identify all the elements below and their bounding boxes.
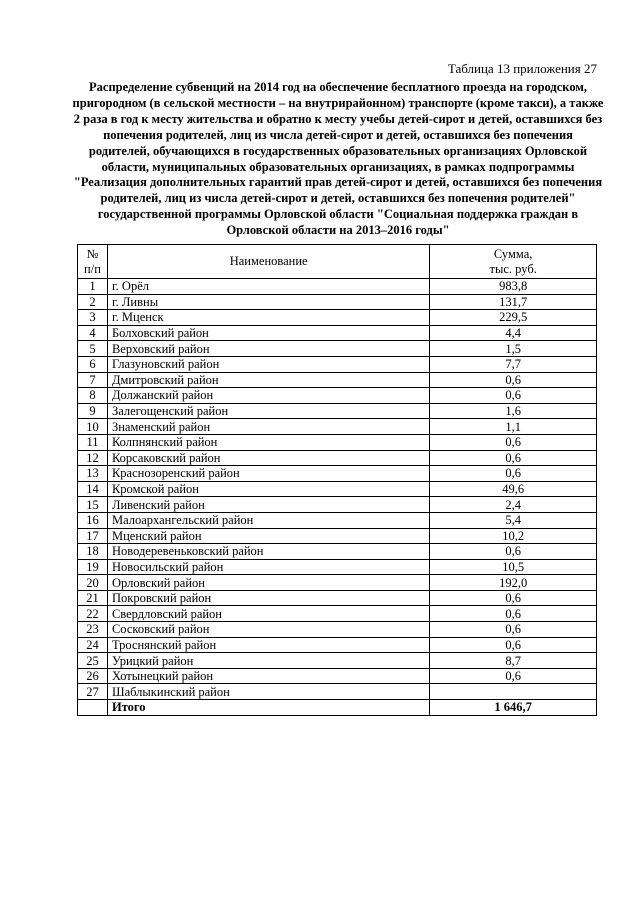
table-row — [78, 544, 597, 560]
header-sum-line1: Сумма, — [493, 246, 533, 261]
table-row — [78, 356, 597, 372]
row-sum: 0,6 — [430, 590, 597, 606]
table-row — [78, 668, 597, 684]
table-row — [78, 559, 597, 575]
row-number: 24 — [78, 637, 108, 653]
total-number-cell — [78, 700, 108, 716]
row-sum: 1,5 — [430, 341, 597, 357]
header-sum — [430, 245, 597, 279]
table-row — [78, 388, 597, 404]
table-row — [78, 419, 597, 435]
row-sum: 0,6 — [430, 668, 597, 684]
row-number: 26 — [78, 668, 108, 684]
row-name: г. Мценск — [107, 310, 429, 326]
table-row — [78, 481, 597, 497]
row-name: Должанский район — [107, 388, 429, 404]
row-name: Новосильский район — [107, 559, 429, 575]
row-sum: 5,4 — [430, 512, 597, 528]
table-row — [78, 403, 597, 419]
table-row — [78, 684, 597, 700]
row-number: 13 — [78, 466, 108, 482]
row-name: Свердловский район — [107, 606, 429, 622]
row-sum: 8,7 — [430, 653, 597, 669]
row-name: Дмитровский район — [107, 372, 429, 388]
row-number: 20 — [78, 575, 108, 591]
row-name: Сосковский район — [107, 622, 429, 638]
document-title: Распределение субвенций на 2014 год на обеспечение бесплатного проезда на городском, пригородном (в сельской местности – на внутрирайонном) транспорте (кроме такси), а также 2 раза в год к месту жительства и обратно к месту учебы детей-сирот и детей, оставшихся без попечения родителей, лиц из числа детей-сирот и детей, оставшихся без попечения родителей, обучающихся в государственных образовательных организациях Орловской области, муниципальных образовательных организациях, в рамках подпрограммы "Реализация дополнительных гарантий прав детей-сирот и детей, оставшихся без попечения родителей, лиц из числа детей-сирот и детей, оставшихся без попечения родителей" государственной программы Орловской области "Социальная поддержка граждан в Орловской области на 2013–2016 годы" — [72, 80, 604, 238]
row-name: Ливенский район — [107, 497, 429, 513]
row-number: 16 — [78, 512, 108, 528]
row-number: 11 — [78, 434, 108, 450]
row-sum: 1,6 — [430, 403, 597, 419]
row-sum: 0,6 — [430, 450, 597, 466]
table-row — [78, 512, 597, 528]
total-label: Итого — [107, 700, 429, 716]
row-sum: 2,4 — [430, 497, 597, 513]
row-sum: 1,1 — [430, 419, 597, 435]
row-name: г. Ливны — [107, 294, 429, 310]
row-sum: 0,6 — [430, 544, 597, 560]
header-number — [78, 245, 108, 279]
table-row — [78, 434, 597, 450]
row-number: 22 — [78, 606, 108, 622]
table-row — [78, 590, 597, 606]
table-header-row — [78, 245, 597, 279]
row-sum: 10,5 — [430, 559, 597, 575]
header-number-line2: п/п — [84, 261, 101, 276]
row-number: 15 — [78, 497, 108, 513]
row-sum: 4,4 — [430, 325, 597, 341]
row-name: Краснозоренский район — [107, 466, 429, 482]
total-row — [78, 700, 597, 716]
table-row — [78, 606, 597, 622]
table-row — [78, 294, 597, 310]
row-number: 19 — [78, 559, 108, 575]
row-name: Шаблыкинский район — [107, 684, 429, 700]
row-number: 5 — [78, 341, 108, 357]
header-name: Наименование — [107, 245, 429, 279]
row-number: 17 — [78, 528, 108, 544]
row-name: Покровский район — [107, 590, 429, 606]
table-row — [78, 637, 597, 653]
row-number: 21 — [78, 590, 108, 606]
row-number: 25 — [78, 653, 108, 669]
table-row — [78, 341, 597, 357]
row-sum: 229,5 — [430, 310, 597, 326]
table-row — [78, 575, 597, 591]
row-name: Урицкий район — [107, 653, 429, 669]
row-sum — [430, 684, 597, 700]
row-sum: 0,6 — [430, 637, 597, 653]
table-row — [78, 450, 597, 466]
row-name: Троснянский район — [107, 637, 429, 653]
table-row — [78, 497, 597, 513]
row-sum: 49,6 — [430, 481, 597, 497]
table-row — [78, 310, 597, 326]
row-name: Хотынецкий район — [107, 668, 429, 684]
row-name: Верховский район — [107, 341, 429, 357]
row-sum: 7,7 — [430, 356, 597, 372]
row-number: 1 — [78, 279, 108, 295]
row-sum: 983,8 — [430, 279, 597, 295]
table-row — [78, 325, 597, 341]
subsidy-table — [77, 244, 597, 716]
row-sum: 10,2 — [430, 528, 597, 544]
row-name: Болховский район — [107, 325, 429, 341]
row-sum: 0,6 — [430, 622, 597, 638]
row-name: Залегощенский район — [107, 403, 429, 419]
row-number: 27 — [78, 684, 108, 700]
appendix-label: Таблица 13 приложения 27 — [447, 61, 597, 76]
row-name: Глазуновский район — [107, 356, 429, 372]
row-name: Мценский район — [107, 528, 429, 544]
row-name: Орловский район — [107, 575, 429, 591]
header-number-line1: № — [86, 246, 99, 261]
row-number: 10 — [78, 419, 108, 435]
row-sum: 131,7 — [430, 294, 597, 310]
row-name: Знаменский район — [107, 419, 429, 435]
row-number: 12 — [78, 450, 108, 466]
row-sum: 192,0 — [430, 575, 597, 591]
row-number: 23 — [78, 622, 108, 638]
table-row — [78, 653, 597, 669]
row-name: г. Орёл — [107, 279, 429, 295]
table-body — [78, 279, 597, 700]
row-number: 18 — [78, 544, 108, 560]
row-name: Колпнянский район — [107, 434, 429, 450]
row-sum: 0,6 — [430, 606, 597, 622]
row-sum: 0,6 — [430, 388, 597, 404]
row-name: Малоархангельский район — [107, 512, 429, 528]
row-name: Корсаковский район — [107, 450, 429, 466]
row-sum: 0,6 — [430, 434, 597, 450]
row-number: 9 — [78, 403, 108, 419]
row-number: 4 — [78, 325, 108, 341]
table-row — [78, 622, 597, 638]
total-sum: 1 646,7 — [430, 700, 597, 716]
table-row — [78, 279, 597, 295]
header-sum-line2: тыс. руб. — [489, 261, 537, 276]
row-sum: 0,6 — [430, 466, 597, 482]
table-row — [78, 466, 597, 482]
row-number: 3 — [78, 310, 108, 326]
row-number: 14 — [78, 481, 108, 497]
row-number: 8 — [78, 388, 108, 404]
row-number: 7 — [78, 372, 108, 388]
table-row — [78, 528, 597, 544]
row-name: Новодеревеньковский район — [107, 544, 429, 560]
row-name: Кромской район — [107, 481, 429, 497]
table-row — [78, 372, 597, 388]
row-sum: 0,6 — [430, 372, 597, 388]
row-number: 6 — [78, 356, 108, 372]
row-number: 2 — [78, 294, 108, 310]
